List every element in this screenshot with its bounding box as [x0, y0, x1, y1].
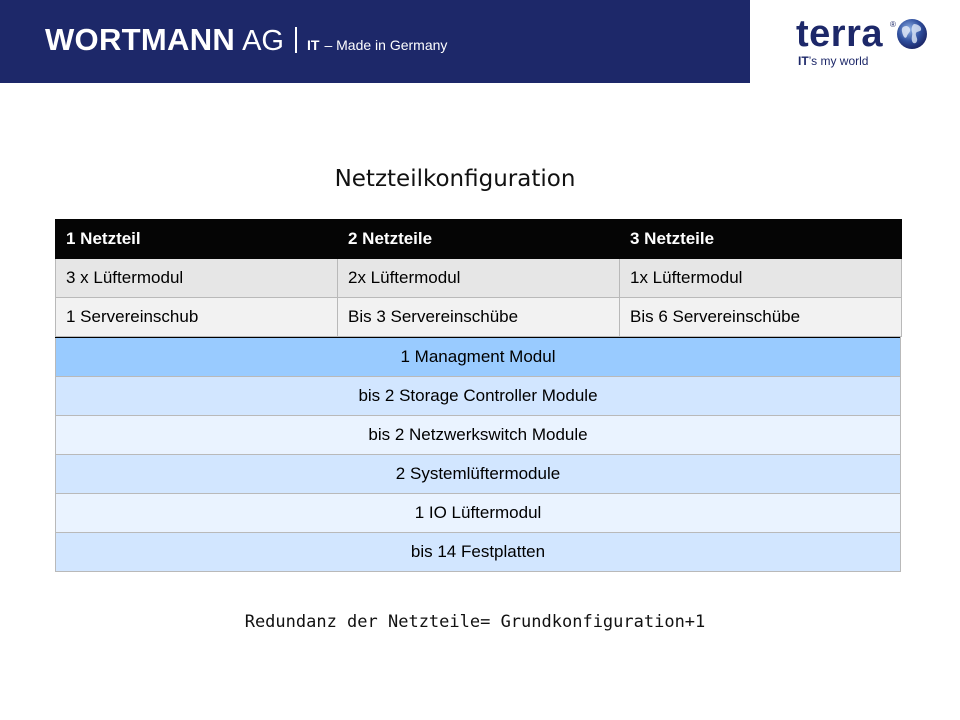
table-cell: 3 x Lüftermodul [56, 259, 338, 298]
table-row [56, 377, 901, 416]
table-row [56, 416, 901, 455]
table-row [56, 533, 901, 572]
slogan-it: IT [798, 54, 809, 68]
logo-divider [295, 27, 297, 53]
slogan-rest: ’s my world [808, 54, 869, 68]
table-cell: 1 Managment Modul [56, 338, 901, 377]
table-row [56, 338, 901, 377]
components-table [55, 337, 901, 572]
table-cell: Bis 6 Servereinschübe [620, 298, 902, 337]
table-cell: 2 Systemlüftermodule [56, 455, 901, 494]
company-logo [45, 22, 447, 58]
globe-icon [896, 18, 928, 50]
terra-logo [796, 14, 936, 70]
table-cell: bis 14 Festplatten [56, 533, 901, 572]
table-row [56, 298, 902, 337]
table-cell: Bis 3 Servereinschübe [338, 298, 620, 337]
table-cell: bis 2 Storage Controller Module [56, 377, 901, 416]
table-cell: 1 IO Lüftermodul [56, 494, 901, 533]
table-row [56, 455, 901, 494]
redundancy-note: Redundanz der Netzteile= Grundkonfiguration+1 [244, 612, 706, 632]
company-name: WORTMANN [45, 22, 236, 57]
brand-wordmark: terra [796, 13, 883, 55]
table-cell: 1x Lüftermodul [620, 259, 902, 298]
company-suffix: AG [242, 25, 284, 57]
table-header-cell: 2 Netzteile [338, 220, 620, 259]
page-title: Netzteilkonfiguration [334, 166, 576, 192]
company-tagline: – Made in Germany [324, 37, 448, 53]
table-cell: 2x Lüftermodul [338, 259, 620, 298]
table-header-row [56, 220, 902, 259]
table-header-cell: 3 Netzteile [620, 220, 902, 259]
table-header-cell: 1 Netzteil [56, 220, 338, 259]
table-cell: bis 2 Netzwerkswitch Module [56, 416, 901, 455]
brand-slogan [798, 54, 868, 68]
header-band [0, 0, 750, 83]
registered-mark: ® [890, 20, 896, 29]
power-supply-table [55, 219, 902, 337]
table-cell: 1 Servereinschub [56, 298, 338, 337]
table-row [56, 494, 901, 533]
it-label: IT [307, 37, 320, 53]
table-row [56, 259, 902, 298]
